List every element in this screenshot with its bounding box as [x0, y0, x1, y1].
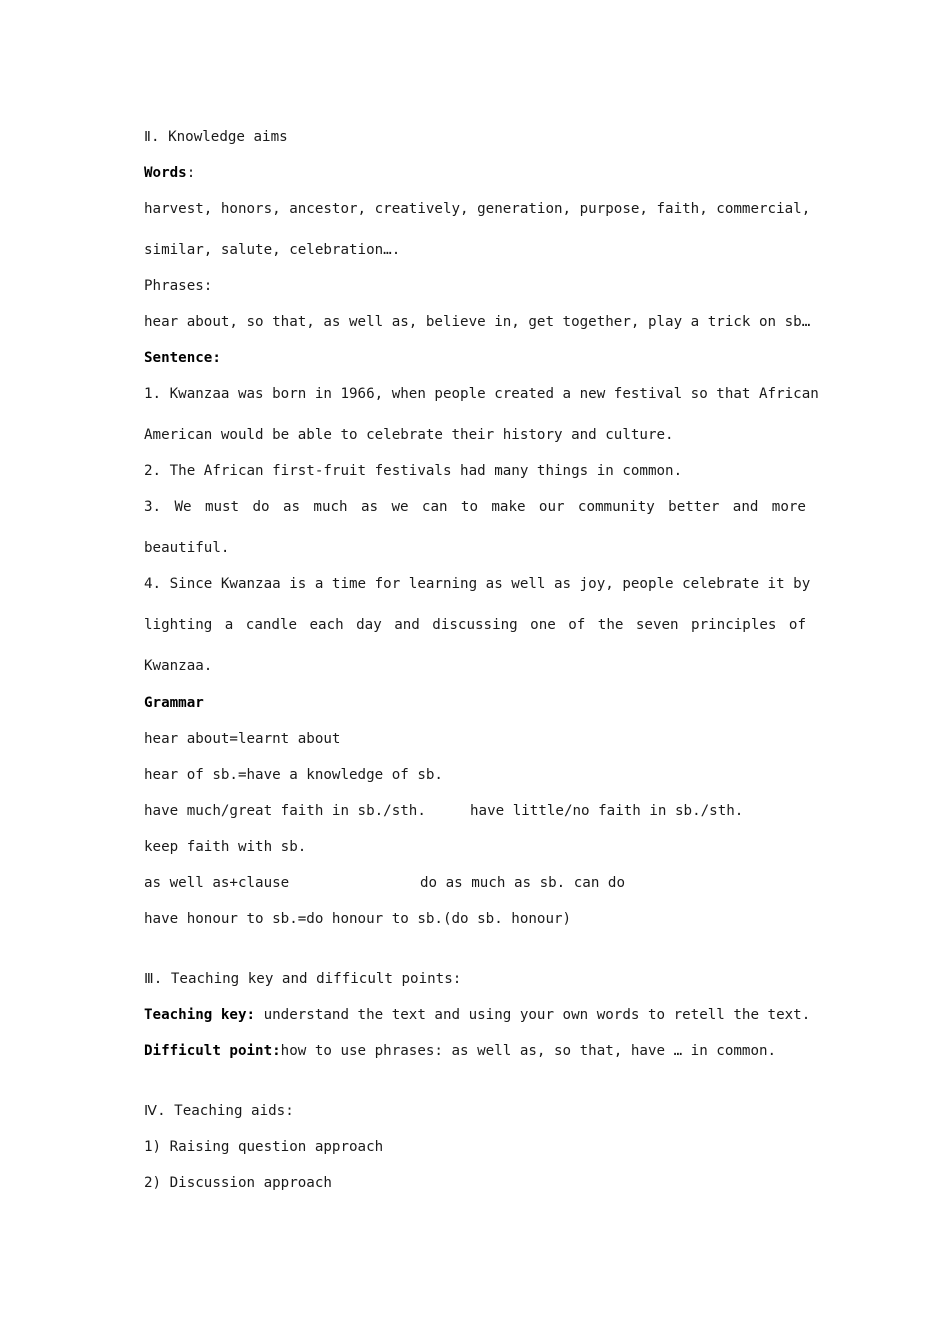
difficult-point-label: Difficult point:: [144, 1043, 281, 1059]
word: we: [391, 499, 409, 515]
word: principles: [691, 617, 777, 633]
word: 3.: [144, 499, 162, 515]
words-list-line-2: similar, salute, celebration….: [144, 242, 401, 258]
word: our: [538, 499, 565, 515]
word: more: [771, 499, 806, 515]
word: as: [282, 499, 301, 515]
word: day: [356, 617, 382, 633]
sentence-4-line-1: 4. Since Kwanzaa is a time for learning as well as joy, people celebrate it by: [144, 576, 811, 592]
word: do: [252, 499, 270, 515]
words-colon: :: [186, 165, 196, 181]
sentence-4-line-3: Kwanzaa.: [144, 658, 213, 674]
grammar-item-5a: as well as+clause: [144, 875, 290, 891]
sentence-3-line-1: [144, 498, 806, 516]
teaching-aid-1: 1) Raising question approach: [144, 1139, 384, 1155]
grammar-label: Grammar: [144, 695, 204, 711]
word: to: [460, 499, 478, 515]
sentence-1-line-1: 1. Kwanzaa was born in 1966, when people created a new festival so that African: [144, 386, 819, 402]
word: of: [568, 617, 586, 633]
word: one: [530, 617, 556, 633]
section-4-heading: Ⅳ. Teaching aids:: [144, 1103, 294, 1119]
teaching-aid-2: 2) Discussion approach: [144, 1175, 332, 1191]
words-list-line-1: harvest, honors, ancestor, creatively, generation, purpose, faith, commercial,: [144, 201, 811, 217]
word: and: [732, 499, 759, 515]
word: can: [421, 499, 448, 515]
words-label-line: [144, 164, 195, 182]
grammar-item-5b: do as much as sb. can do: [420, 875, 625, 891]
sentence-4-line-2: [144, 616, 806, 634]
difficult-point-text: how to use phrases: as well as, so that, have … in common.: [280, 1043, 777, 1059]
word: candle: [245, 617, 298, 633]
grammar-item-4: keep faith with sb.: [144, 839, 307, 855]
grammar-item-3b: have little/no faith in sb./sth.: [470, 803, 744, 819]
word: as: [360, 499, 379, 515]
word: discussing: [432, 617, 518, 633]
word: each: [309, 617, 344, 633]
sentence-1-line-2: American would be able to celebrate their history and culture.: [144, 427, 674, 443]
teaching-key-text: understand the text and using your own words to retell the text.: [255, 1007, 811, 1023]
word: a: [224, 617, 234, 633]
grammar-item-2: hear of sb.=have a knowledge of sb.: [144, 767, 443, 783]
words-label: Words: [144, 165, 187, 181]
section-2-heading: Ⅱ. Knowledge aims: [144, 129, 288, 145]
word: much: [313, 499, 348, 515]
word: make: [491, 499, 526, 515]
difficult-point-line: [144, 1042, 776, 1060]
word: better: [668, 499, 720, 515]
word: the: [597, 617, 624, 633]
phrases-list: hear about, so that, as well as, believe in, get together, play a trick on sb…: [144, 314, 811, 330]
word: community: [577, 499, 655, 515]
word: of: [788, 617, 806, 633]
word: We: [174, 499, 192, 515]
grammar-item-1: hear about=learnt about: [144, 731, 341, 747]
section-3-heading: Ⅲ. Teaching key and difficult points:: [144, 971, 462, 987]
teaching-key-label: Teaching key:: [144, 1007, 256, 1023]
sentence-2: 2. The African first-fruit festivals had many things in common.: [144, 463, 683, 479]
word: seven: [635, 617, 679, 633]
sentence-label: Sentence:: [144, 350, 221, 366]
word: and: [394, 617, 420, 633]
grammar-item-3a: have much/great faith in sb./sth.: [144, 803, 426, 819]
phrases-label: Phrases:: [144, 278, 213, 294]
grammar-item-6: have honour to sb.=do honour to sb.(do sb. honour): [144, 911, 572, 927]
teaching-key-line: [144, 1006, 810, 1024]
word: must: [204, 499, 240, 515]
word: lighting: [144, 617, 213, 633]
sentence-3-line-2: beautiful.: [144, 540, 230, 556]
